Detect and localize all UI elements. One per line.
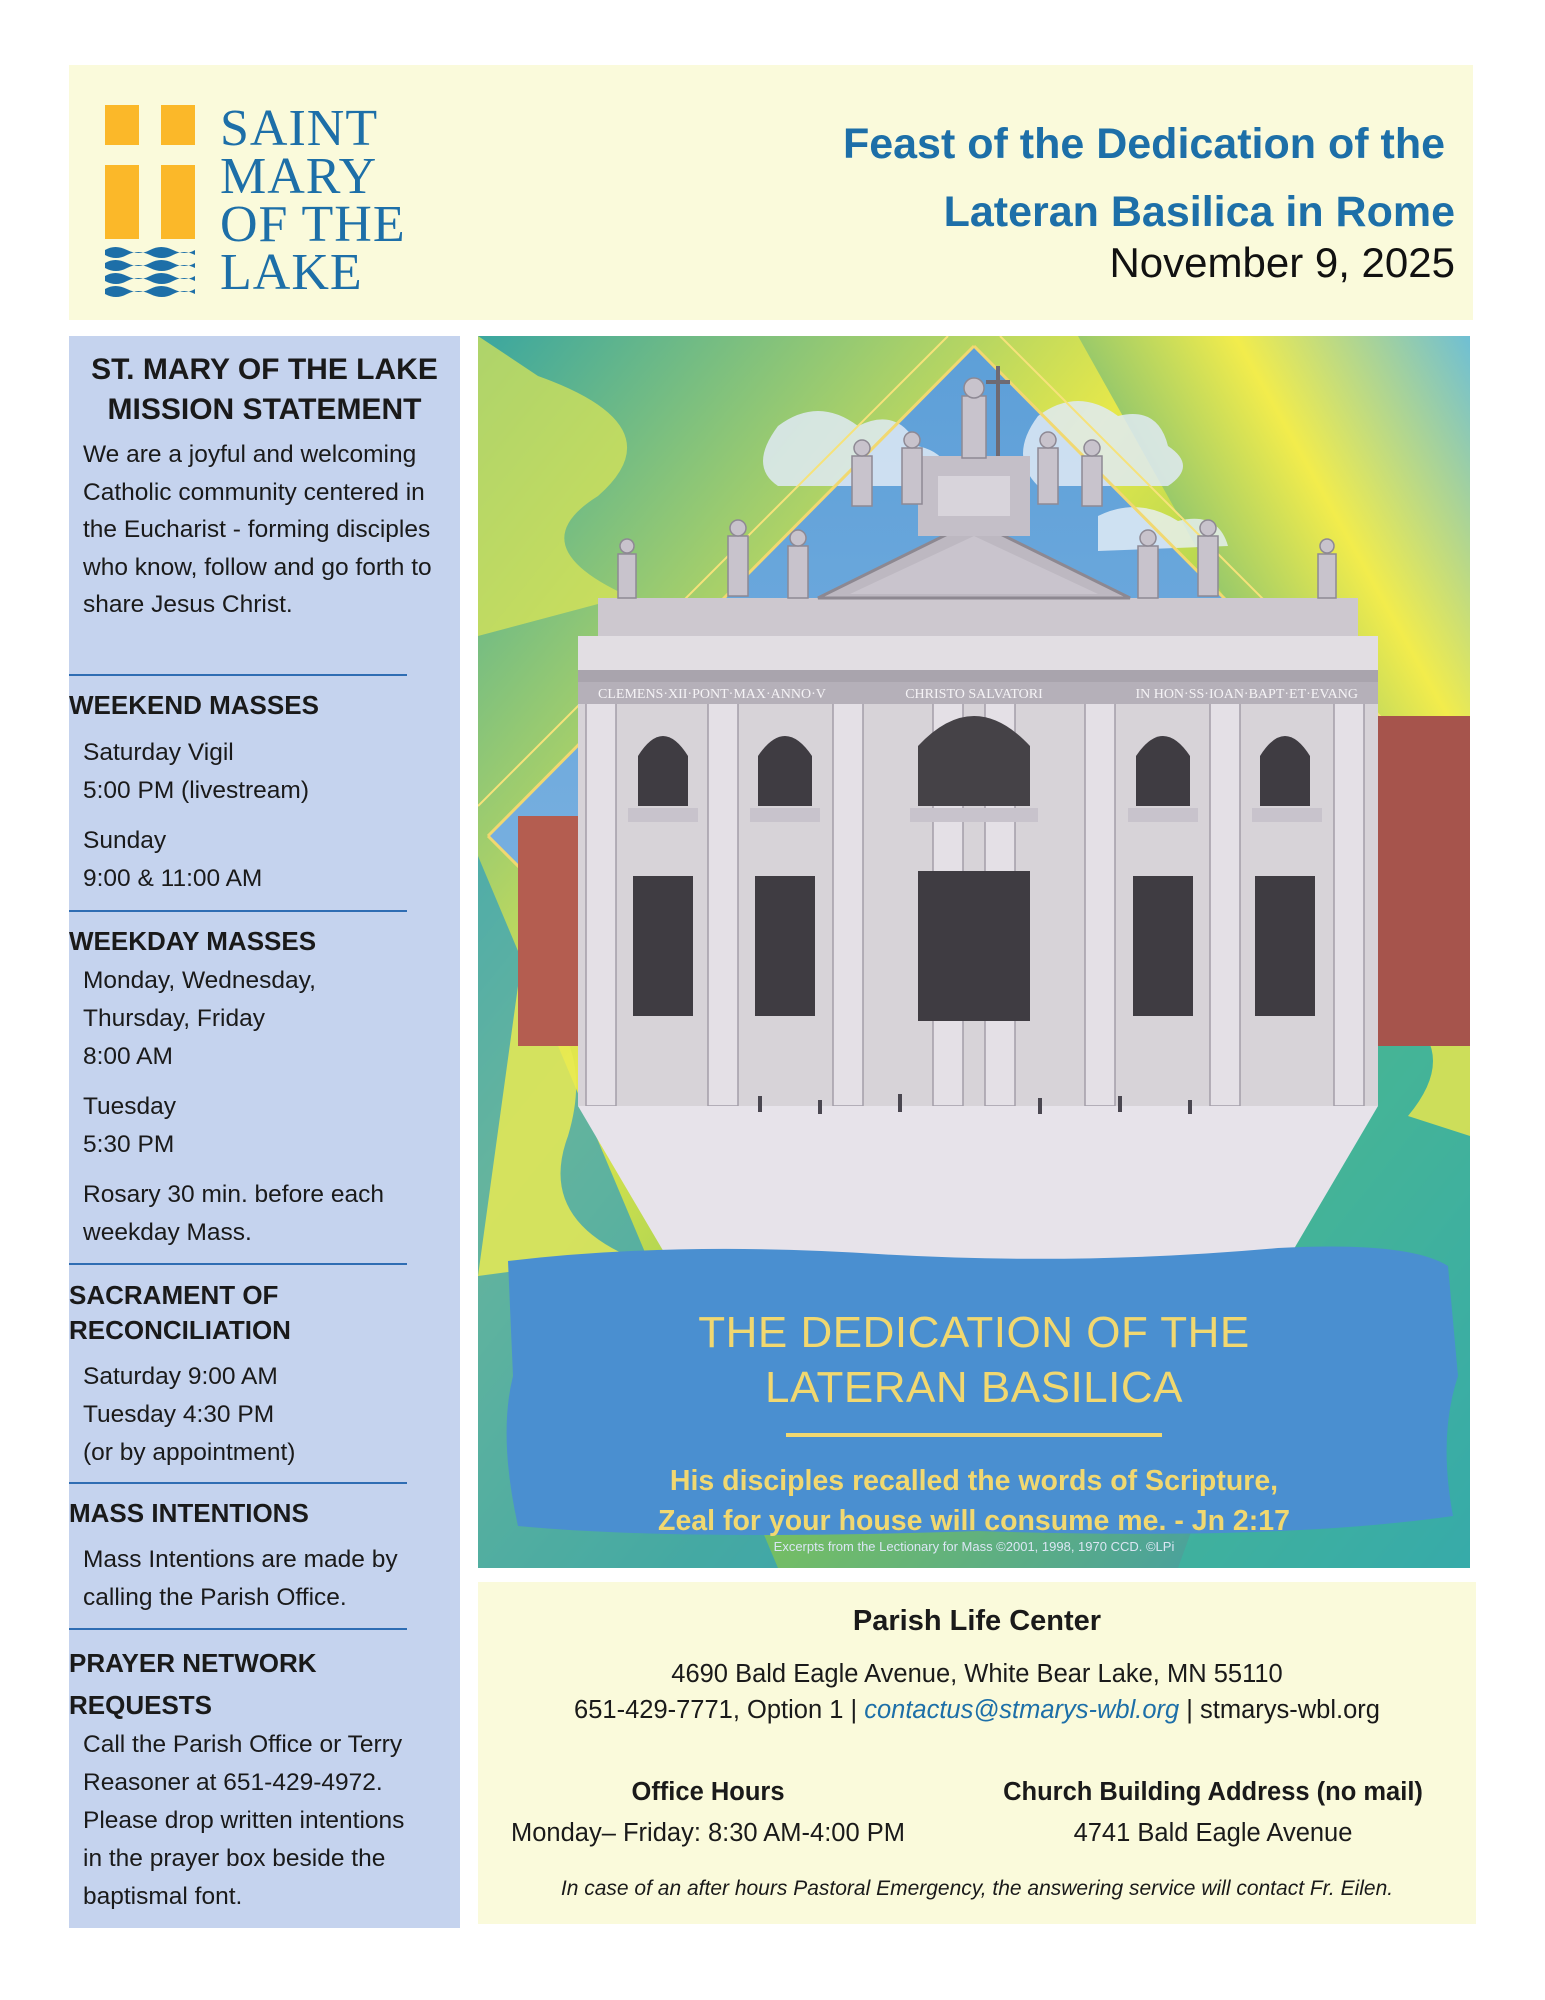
mass-intentions-text	[83, 1541, 458, 1617]
tuesday-label: Tuesday	[83, 1093, 177, 1120]
section-divider	[69, 674, 407, 676]
church-address	[978, 1772, 1448, 1854]
saturday-label: Saturday Vigil	[83, 739, 234, 766]
parish-address: 4690 Bald Eagle Avenue, White Bear Lake, MN 55110	[671, 1660, 1283, 1688]
logo-line: SAINT	[220, 100, 379, 157]
mission-text: We are a joyful and welcoming Catholic community centered in the Eucharist - forming disciples who know, follow and go forth to share Jesus Christ.	[83, 441, 432, 619]
weekday-time: 8:00 AM	[83, 1043, 173, 1070]
poster-title-line1: THE DEDICATION OF THE	[698, 1308, 1250, 1357]
scripture-quote	[478, 1461, 1470, 1541]
parish-life-center-title: Parish Life Center	[852, 1605, 1102, 1637]
weekday-days: Monday, Wednesday,	[83, 967, 316, 994]
parish-life-center-box	[478, 1582, 1476, 1924]
contact-line	[478, 1692, 1476, 1728]
feast-title-line2: Lateran Basilica in Rome	[943, 188, 1455, 236]
prayer-line: Call the Parish Office or Terry	[83, 1731, 403, 1758]
scripture-quote-line2: Zeal for your house will consume me. - Jn 2:17	[658, 1505, 1290, 1537]
bulletin-header	[69, 65, 1473, 320]
inscription-center: CHRISTO SALVATORI	[905, 687, 1043, 702]
church-address-text: 4741 Bald Eagle Avenue	[1073, 1819, 1353, 1847]
section-divider	[69, 910, 407, 912]
logo-wordmark	[220, 100, 406, 301]
email-link[interactable]: contactus@stmarys-wbl.org	[864, 1696, 1180, 1724]
parish-logo	[105, 100, 406, 305]
phone-number: 651-429-7771, Option 1 |	[574, 1696, 865, 1724]
tuesday-time: 5:30 PM	[83, 1131, 175, 1158]
weekday-days: Thursday, Friday	[83, 1005, 265, 1032]
sunday-time: 9:00 & 11:00 AM	[83, 865, 263, 892]
section-divider	[69, 1482, 407, 1484]
info-sidebar	[69, 336, 460, 1928]
prayer-network-text	[83, 1726, 458, 1916]
mission-title	[69, 350, 460, 430]
mission-title-line2: MISSION STATEMENT	[107, 393, 422, 426]
weekday-masses-text	[83, 962, 458, 1252]
section-divider	[69, 1263, 407, 1265]
feast-title	[843, 110, 1455, 246]
poster-title	[478, 1305, 1470, 1415]
prayer-line: Reasoner at 651-429-4972.	[83, 1769, 383, 1796]
church-address-heading: Church Building Address (no mail)	[1003, 1778, 1423, 1806]
reconciliation-saturday: Saturday 9:00 AM	[83, 1363, 278, 1390]
mission-title-line1: ST. MARY OF THE LAKE	[91, 353, 438, 386]
scripture-quote-line1: His disciples recalled the words of Scripture,	[669, 1465, 1279, 1497]
mass-intentions-line: calling the Parish Office.	[83, 1584, 347, 1611]
rosary-note: weekday Mass.	[83, 1219, 252, 1246]
logo-line: LAKE	[220, 244, 363, 301]
office-hours-heading: Office Hours	[631, 1778, 785, 1806]
mass-intentions-heading: MASS INTENTIONS	[69, 1498, 309, 1528]
inscription-right: IN HON·SS·IOAN·BAPT·ET·EVANG	[1135, 687, 1358, 702]
prayer-heading-line2: REQUESTS	[69, 1690, 213, 1720]
prayer-line: Please drop written intentions	[83, 1807, 405, 1834]
logo-line: OF THE	[220, 196, 406, 253]
feast-title-line1: Feast of the Dedication of the	[842, 120, 1445, 168]
prayer-heading-line1: PRAYER NETWORK	[69, 1648, 317, 1678]
reconciliation-tuesday: Tuesday 4:30 PM	[83, 1401, 275, 1428]
logo-line: MARY	[220, 148, 378, 205]
lectionary-credit: Excerpts from the Lectionary for Mass ©2001, 1998, 1970 CCD. ©LPi	[773, 1539, 1175, 1554]
weekday-masses-heading: WEEKDAY MASSES	[69, 926, 317, 956]
reconciliation-heading-line2: RECONCILIATION	[69, 1315, 291, 1345]
prayer-line: baptismal font.	[83, 1883, 243, 1910]
emergency-note: In case of an after hours Pastoral Emergency, the answering service will contact Fr. Eilen.	[560, 1877, 1394, 1900]
prayer-line: in the prayer box beside the	[83, 1845, 386, 1872]
mass-intentions-line: Mass Intentions are made by	[83, 1546, 398, 1573]
section-divider	[69, 1628, 407, 1630]
saturday-time: 5:00 PM (livestream)	[83, 777, 310, 804]
office-hours-text: Monday– Friday: 8:30 AM-4:00 PM	[510, 1819, 906, 1847]
rosary-note: Rosary 30 min. before each	[83, 1181, 384, 1208]
feast-poster-image	[478, 336, 1470, 1568]
prayer-network-heading	[69, 1642, 317, 1726]
poster-title-rule	[786, 1433, 1162, 1437]
website-link[interactable]: | stmarys-wbl.org	[1179, 1696, 1380, 1724]
reconciliation-appointment: (or by appointment)	[83, 1439, 296, 1466]
office-hours	[508, 1772, 908, 1854]
poster-title-line2: LATERAN BASILICA	[765, 1363, 1183, 1412]
reconciliation-text	[83, 1358, 458, 1472]
reconciliation-heading	[69, 1278, 291, 1348]
weekend-masses-text	[83, 734, 458, 898]
cross-waves-icon	[105, 105, 205, 300]
poster-banner	[478, 1261, 1470, 1551]
inscription-left: CLEMENS·XII·PONT·MAX·ANNO·V	[598, 687, 826, 702]
feast-date: November 9, 2025	[1109, 239, 1455, 286]
sunday-label: Sunday	[83, 827, 167, 854]
weekend-masses-heading: WEEKEND MASSES	[69, 690, 319, 720]
reconciliation-heading-line1: SACRAMENT OF	[69, 1280, 279, 1310]
